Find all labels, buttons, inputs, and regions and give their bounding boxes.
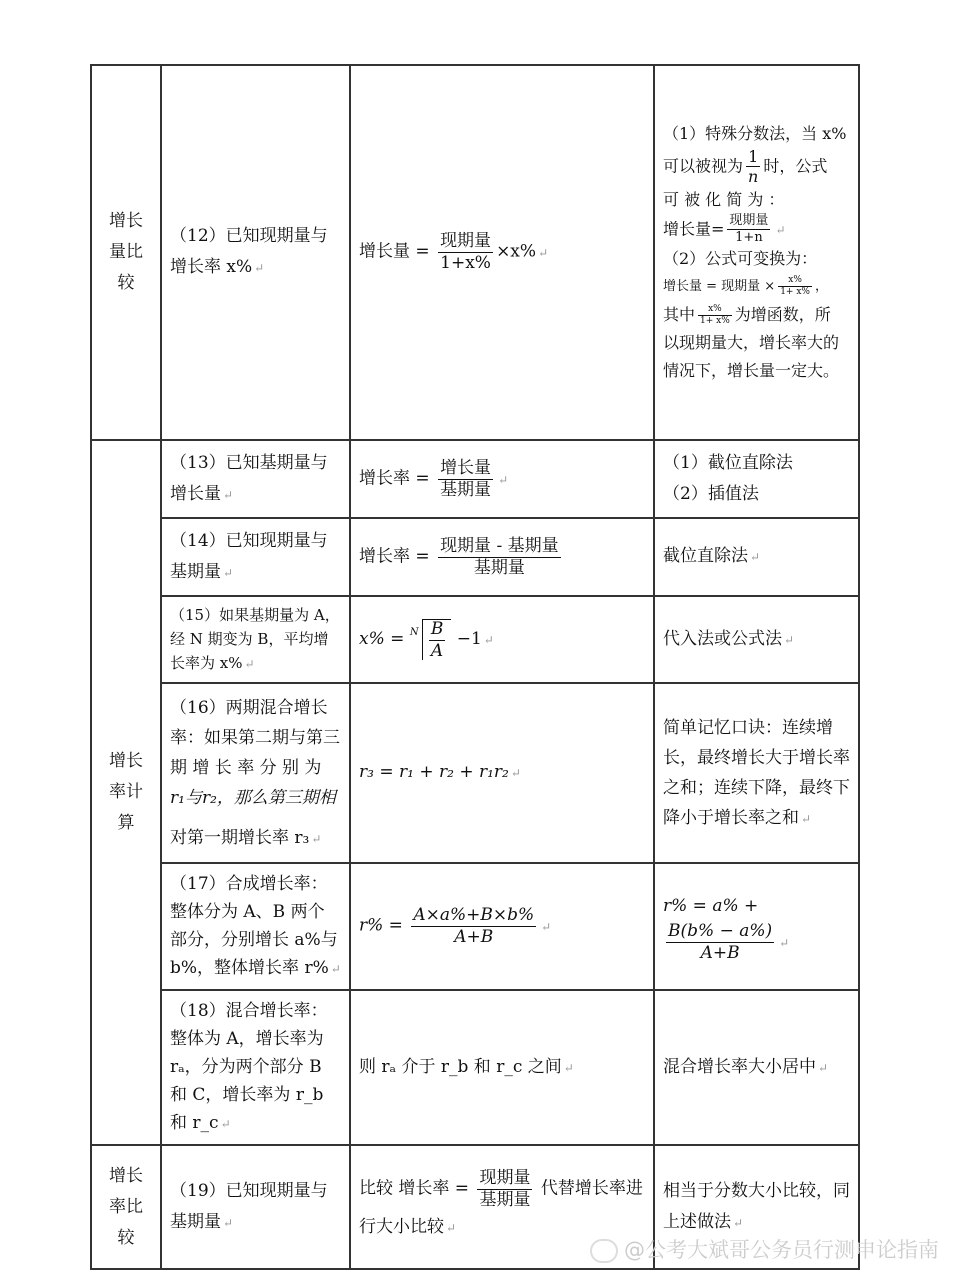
weibo-icon xyxy=(590,1239,618,1263)
condition-text: （15）如果基期量为 A，经 N 期变为 B，平均增长率为 x% xyxy=(170,606,340,672)
method-cell: 代入法或公式法 ↵ xyxy=(654,596,859,683)
condition-text: （18）混合增长率：整体为 A，增长率为 rₐ，分为两个部分 B 和 C，增长率为 r_b 和 r_c xyxy=(170,1001,328,1133)
formula-text: r₃ = r₁ + r₂ + r₁r₂ xyxy=(359,762,509,782)
method-line: 增长量 = 现期量 × $\frac{x\%}{1+ x\%}$ ， xyxy=(663,274,828,298)
condition-text: 对第一期增长率 r₃ xyxy=(170,827,310,848)
fraction-denominator: 1+x% xyxy=(440,253,491,273)
condition-cell: （16）两期混合增长率：如果第二期与第三期 增 长 率 分 别 为 r₁与r₂，那么第三期相 对第一期增长率 r₃ ↵ xyxy=(161,683,350,863)
category-cell xyxy=(91,65,161,440)
formula-fraction: $\frac{B(b\% - a\%)}{A+B}$ xyxy=(668,920,773,963)
method-line: （2）公式可变换为： xyxy=(663,249,818,269)
condition-text: （19）已知现期量与基期量 xyxy=(170,1180,328,1232)
method-cell: r% = a% + $\frac{B(b\% - a\%)}{A+B}$ ↵ xyxy=(654,863,859,990)
formula-lhs: r% = a% + xyxy=(663,895,759,916)
method-line: 其中 $\frac{x\%}{1+ x\%}$ 为增函数，所 xyxy=(663,303,831,327)
formula-cell: 则 rₐ 介于 r_b 和 r_c 之间 ↵ xyxy=(350,990,654,1145)
condition-cell: （17）合成增长率：整体分为 A、B 两个部分，分别增长 a%与 b%，整体增长率 r% ↵ xyxy=(161,863,350,990)
table-row xyxy=(91,518,859,596)
formula-cell: 增长率 = $\frac{\text{现期量 - 基期量}}{\text{基期量}}$ xyxy=(350,518,654,596)
condition-text: （13）已知基期量与增长量 xyxy=(170,452,328,504)
method-line: 可 被 化 简 为 ： xyxy=(663,189,785,209)
method-line: 增长量= $\frac{\text{现期量}}{1+n}$ ↵ xyxy=(663,212,786,246)
method-text: 简单记忆口诀：连续增长，最终增长大于增长率之和；连续下降，最终下降小于增长率之和 xyxy=(663,717,850,828)
formula-lhs: 比较 增长率 = xyxy=(359,1179,470,1199)
formula-fraction: $\frac{\text{现期量}}{\text{基期量}}$ xyxy=(479,1168,531,1210)
watermark-text: @公考大斌哥公务员行测申论指南 xyxy=(624,1238,939,1262)
table-row xyxy=(91,683,859,863)
condition-text: r₁与r₂，那么第三期相 xyxy=(170,787,336,808)
formula-text: 则 rₐ 介于 r_b 和 r_c 之间 xyxy=(359,1056,562,1077)
method-line: 以现期量大，增长率大的情况下，增长量一定大。 xyxy=(663,333,840,381)
fraction-numerator: 现期量 xyxy=(440,231,492,252)
method-cell: 截位直除法 ↵ xyxy=(654,518,859,596)
method-text: 代入法或公式法 xyxy=(663,628,782,649)
category-cell xyxy=(91,1145,161,1269)
formula-cell: 比较 增长率 = $\frac{\text{现期量}}{\text{基期量}}$ 代替增长率进行大小比较 ↵ xyxy=(350,1145,654,1269)
method-text: 混合增长率大小居中 xyxy=(663,1056,816,1077)
category-label: 增长 率比 较 xyxy=(109,1165,143,1248)
formula-lhs: 增长量 xyxy=(359,242,410,262)
formula-lhs: x% xyxy=(359,629,385,649)
method-cell xyxy=(654,440,859,518)
nth-root: N $\frac{B}{A}$ xyxy=(410,619,452,660)
formula-lhs: 增长率 xyxy=(359,468,410,489)
condition-cell: （15）如果基期量为 A，经 N 期变为 B，平均增长率为 x% ↵ xyxy=(161,596,350,683)
condition-cell xyxy=(161,65,350,440)
table-row xyxy=(91,440,859,518)
formula-cell: x% = N $\frac{B}{A}$ −1 ↵ xyxy=(350,596,654,683)
formula-table xyxy=(90,64,860,1270)
formula-fraction: $\frac{\text{增长量}}{\text{基期量}}$ xyxy=(440,457,492,500)
condition-text: （12）已知现期量与增长率 x% xyxy=(170,226,328,277)
method-cell: 相当于分数大小比较，同上述做法 ↵ xyxy=(654,1145,859,1269)
condition-text: （14）已知现期量与基期量 xyxy=(170,530,328,582)
formula-lhs: r% xyxy=(359,916,384,936)
method-line: 可以被视为 $\frac{1}{n}$ 时，公式 xyxy=(663,146,828,187)
formula-tail: −1 xyxy=(456,629,482,649)
table-row xyxy=(91,863,859,990)
table-row xyxy=(91,990,859,1145)
watermark xyxy=(590,1234,955,1264)
formula-cell: 增长量 = $\frac{\text{现期量}}{1+x\%}$ ×x% ↵ xyxy=(350,65,654,440)
condition-cell: （19）已知现期量与基期量 ↵ xyxy=(161,1145,350,1269)
category-label: 增长 率计 算 xyxy=(109,751,143,833)
condition-cell: （14）已知现期量与基期量 ↵ xyxy=(161,518,350,596)
formula-cell: r₃ = r₁ + r₂ + r₁r₂ ↵ xyxy=(350,683,654,863)
return-mark-icon: ↵ xyxy=(254,261,265,275)
method-text: 截位直除法 xyxy=(663,546,748,566)
formula-cell: 增长率 = $\frac{\text{增长量}}{\text{基期量}}$ ↵ xyxy=(350,440,654,518)
condition-cell: （18）混合增长率：整体为 A，增长率为 rₐ，分为两个部分 B 和 C，增长率为 r_b 和 r_c ↵ xyxy=(161,990,350,1145)
return-mark-icon: ↵ xyxy=(538,246,549,260)
formula-cell: r% = $\frac{A\times a\%+B\times b\%}{A+B}$ ↵ xyxy=(350,863,654,990)
formula-tail: ×x% xyxy=(496,242,537,262)
formula-fraction: $\frac{\text{现期量 - 基期量}}{\text{基期量}}$ xyxy=(440,535,559,578)
table-row xyxy=(91,65,859,440)
condition-text: （17）合成增长率：整体分为 A、B 两个部分，分别增长 a%与 b%，整体增长率 r% xyxy=(170,874,338,978)
table-row xyxy=(91,596,859,683)
method-cell: 简单记忆口诀：连续增长，最终增长大于增长率之和；连续下降，最终下降小于增长率之和 ↵ xyxy=(654,683,859,863)
condition-text: （16）两期混合增长率：如果第二期与第三期 增 长 率 分 别 为 xyxy=(170,697,340,778)
formula-fraction: $\frac{A\times a\%+B\times b\%}{A+B}$ xyxy=(413,905,535,947)
category-cell xyxy=(91,440,161,1145)
method-line: （1）特殊分数法，当 x% xyxy=(663,123,847,143)
method-cell: 混合增长率大小居中 ↵ xyxy=(654,990,859,1145)
category-label: 增长 量比 较 xyxy=(109,211,143,293)
formula-lhs: 增长率 xyxy=(359,546,410,567)
method-text: 相当于分数大小比较，同上述做法 xyxy=(663,1180,850,1232)
method-cell xyxy=(654,65,859,440)
formula-fraction xyxy=(438,232,493,272)
condition-cell: （13）已知基期量与增长量 ↵ xyxy=(161,440,350,518)
method-text: （1）截位直除法 （2）插值法 xyxy=(663,453,793,504)
formula-tail: 代替增长率进行大小比较 xyxy=(359,1179,643,1237)
